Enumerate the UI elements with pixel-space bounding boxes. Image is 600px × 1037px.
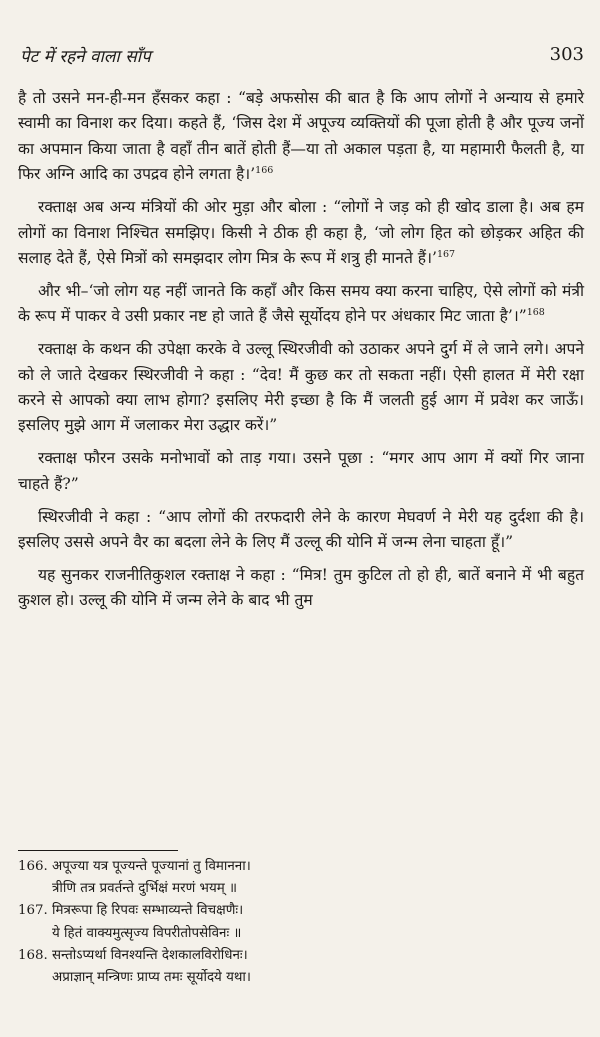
running-title: पेट में रहने वाला साँप (20, 47, 151, 67)
paragraph-text: रक्ताक्ष अब अन्य मंत्रियों की ओर मुड़ा और बोला : “लोगों ने जड़ को ही खोद डाला है। अब हम लोगों का विनाश निश्चित समझिए। किसी ने ठीक ही कहा है, ‘जो लोग हित को छोड़कर अहित की सलाह देते हैं, ऐसे मित्रों को समझदार लोग मित्र के रूप में शत्रु ही मानते हैं।’ (18, 198, 584, 267)
paragraph-text: यह सुनकर राजनीतिकुशल रक्ताक्ष ने कहा : “मित्र! तुम कुटिल तो हो ही, बातें बनाने में भी बहुत कुशल हो। उल्लू की योनि में जन्म लेने के बाद भी तुम (18, 565, 584, 610)
paragraph-text: और भी–‘जो लोग यह नहीं जानते कि कहाँ और किस समय क्या करना चाहिए, ऐसे लोगों को मंत्री के रूप में पाकर वे उसी प्रकार नष्ट हो जाते हैं जैसे सूर्योदय होने पर अंधकार मिट जाता है’।” (18, 281, 584, 326)
footnote-ref: 166 (255, 165, 274, 177)
paragraph-text: स्थिरजीवी ने कहा : “आप लोगों की तरफदारी लेने के कारण मेघवर्ण ने मेरी यह दुर्दशा की है। इसलिए उससे अपने वैर का बदला लेने के लिए मैं उल्लू की योनि में जन्म लेना चाहता हूँ।” (18, 507, 584, 551)
paragraph (18, 86, 584, 188)
body-text (18, 86, 584, 621)
footnote-ref: 168 (526, 307, 545, 319)
footnote (18, 900, 584, 944)
paragraph (18, 337, 584, 439)
paragraph-text: है तो उसने मन-ही-मन हँसकर कहा : “बड़े अफसोस की बात है कि आप लोगों ने अन्याय से हमारे स्वामी का विनाश कर दिया। कहते हैं, ‘जिस देश में अपूज्य व्यक्तियों की पूजा होती है और पूज्य जनों का अपमान किया जाता है वहाँ तीन बातें होती हैं—या तो अकाल पड़ता है, या महामारी फैलती है, या फिर अग्नि आदि का उपद्रव होने लगता है।’ (18, 89, 584, 184)
footnote-divider (18, 850, 178, 851)
footnote-ref: 167 (436, 248, 456, 260)
paragraph-text: रक्ताक्ष फौरन उसके मनोभावों को ताड़ गया। उसने पूछा : “मगर आप आग में क्यों गिर जाना चाहते हैं?” (18, 449, 584, 493)
paragraph (18, 505, 584, 556)
footnote (18, 856, 584, 900)
book-page (18, 0, 584, 1037)
footnote-verse-line: अप्राज्ञान् मन्त्रिणः प्राप्य तमः सूर्योदये यथा। (52, 970, 251, 986)
footnote-number: 168. (18, 947, 48, 963)
paragraph (18, 279, 584, 330)
footnote-verse-line: सन्तोऽप्यर्था विनश्यन्ति देशकालविरोधिनः। (52, 947, 248, 963)
page-header (20, 44, 584, 70)
footnote-verse-line: ये हितं वाक्यमुत्सृज्य विपरीतोपसेविनः ॥ (52, 925, 242, 941)
footnote (18, 945, 584, 989)
paragraph (18, 446, 584, 497)
paragraph-text: रक्ताक्ष के कथन की उपेक्षा करके वे उल्लू स्थिरजीवी को उठाकर अपने दुर्ग में ले जाने लगे। अपने को ले जाते देखकर स्थिरजीवी ने कहा : “देव! मैं कुछ कर तो सकता नहीं। ऐसी हालत में मेरी रक्षा करने से आपको क्या लाभ होगा? इसलिए मेरी इच्छा है कि मैं जलती हुई आग में प्रवेश कर जाऊँ। इसलिए मुझे आग में जलाकर मेरा उद्धार करें।” (18, 340, 584, 435)
footnote-verse-line: अपूज्या यत्र पूज्यन्ते पूज्यानां तु विमानना। (52, 859, 251, 874)
footnote-verse-line: त्रीणि तत्र प्रवर्तन्ते दुर्भिक्षं मरणं भयम् ॥ (52, 881, 237, 897)
page-number: 303 (549, 44, 584, 65)
footnote-verse-line: मित्ररूपा हि रिपवः सम्भाव्यन्ते विचक्षणैः। (52, 903, 244, 919)
paragraph (18, 563, 584, 614)
footnote-number: 167. (18, 903, 48, 919)
footnotes (18, 856, 584, 989)
footnote-number: 166. (18, 859, 48, 874)
paragraph (18, 195, 584, 271)
